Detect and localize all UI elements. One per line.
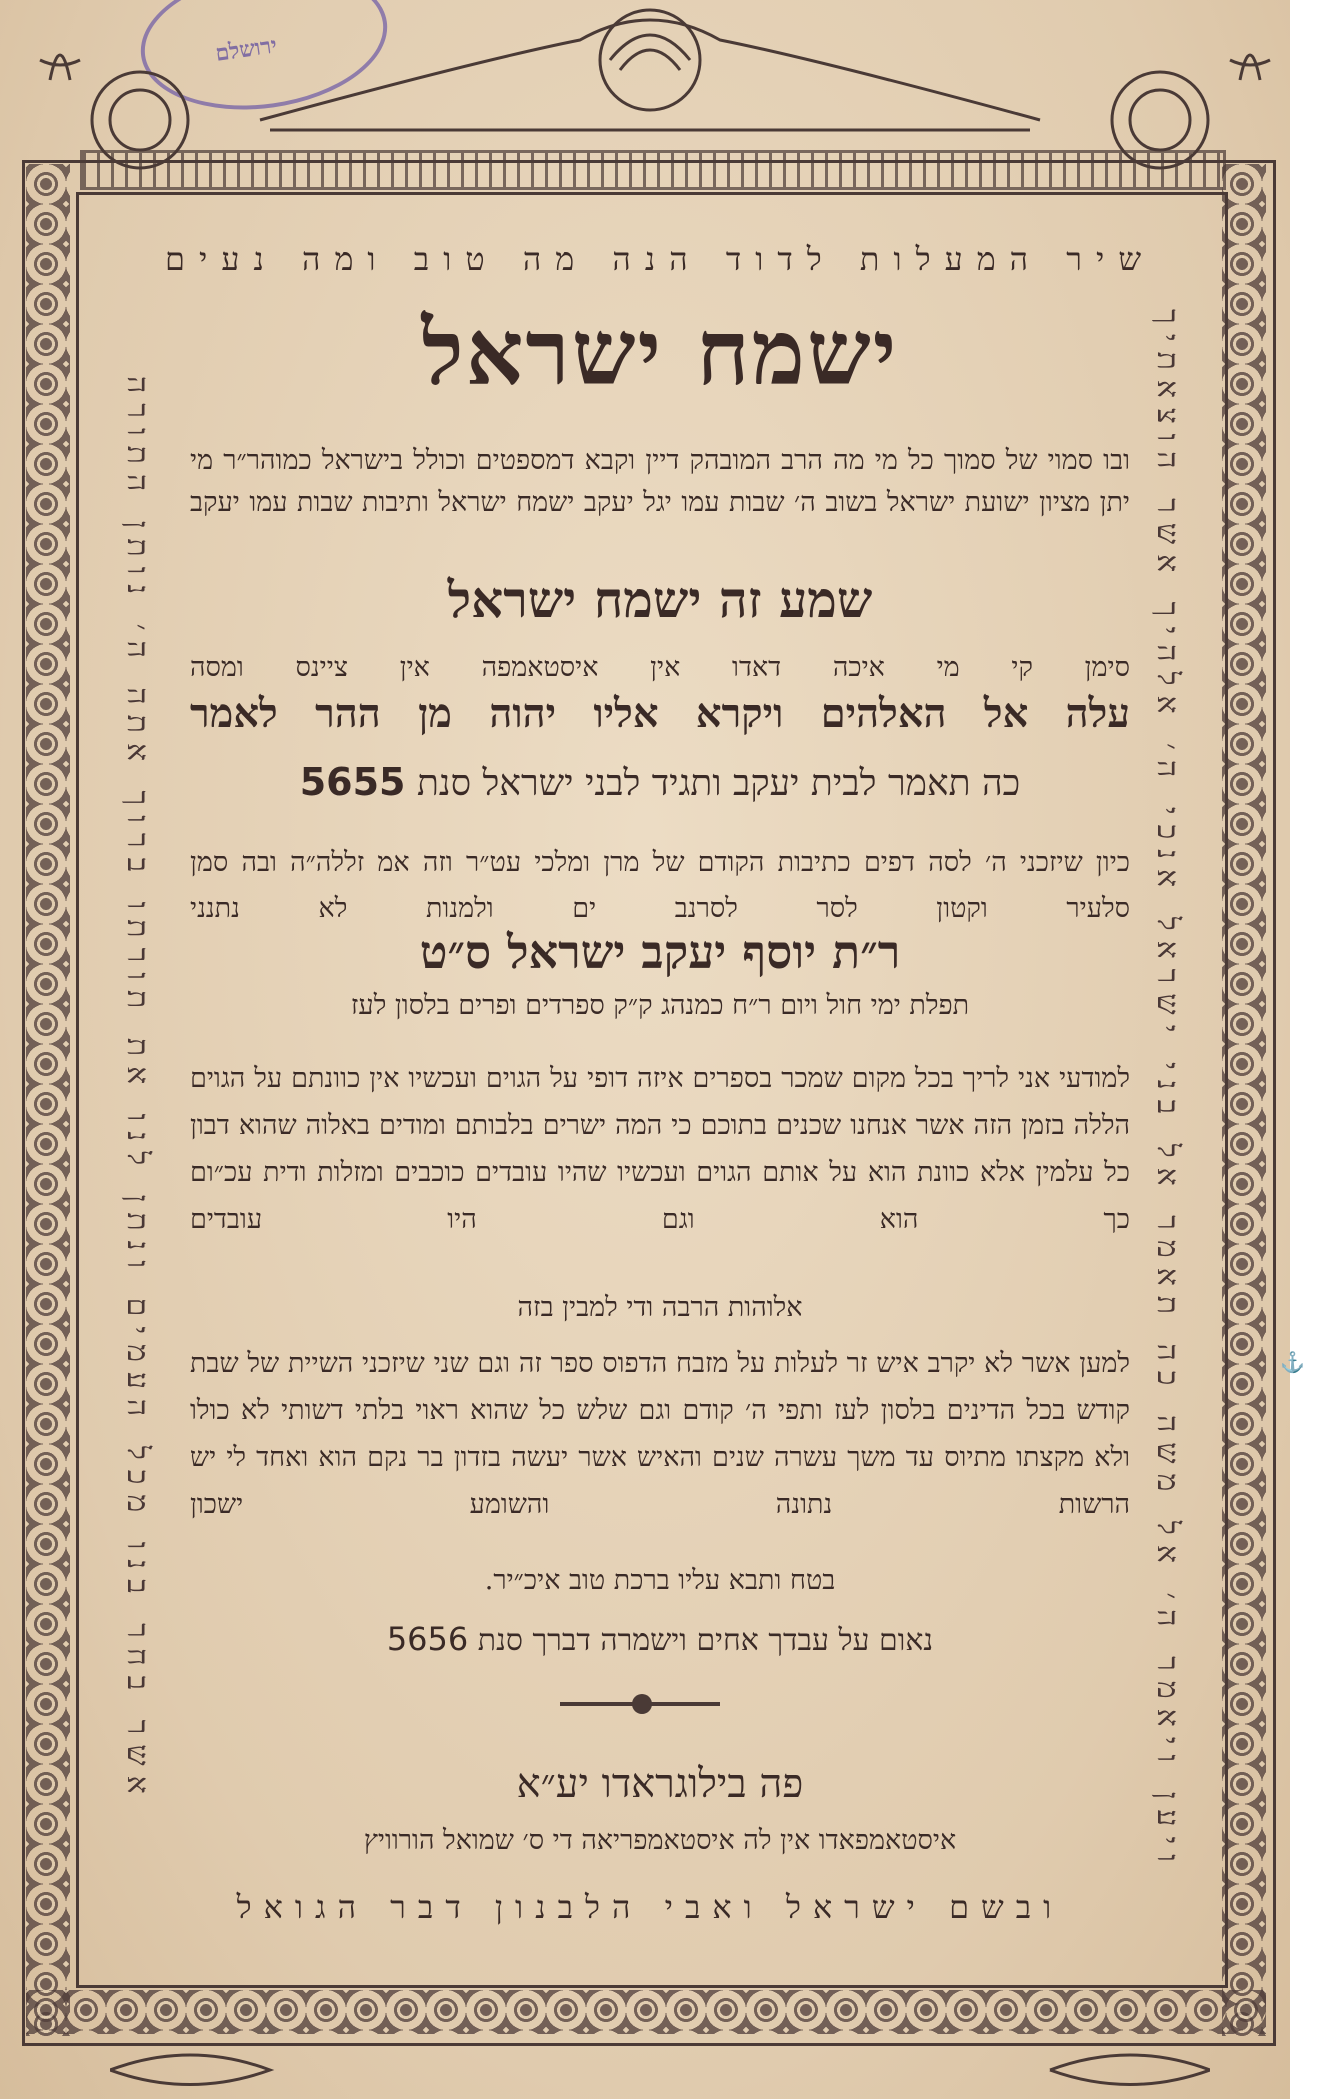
disclaimer-last-line: אלוהות הרבה ודי למבין בזה bbox=[517, 1292, 803, 1323]
shema-heading: שמע זה ישמח ישראל bbox=[447, 570, 873, 629]
greek-key-band bbox=[80, 150, 1226, 190]
printer-line: איסטאמפאדו אין לה איסטאמפריאה די ס׳ שמואל הורוויץ bbox=[363, 1825, 957, 1856]
prayer-line: תפלת ימי חול ויום ר״ח כמנהג ק״ק ספרדים ופרים בלסון לעז bbox=[350, 990, 970, 1021]
year-number: 5655 bbox=[299, 760, 406, 804]
press-location: פה בילוגראדו יע״א bbox=[516, 1761, 804, 1807]
signature-year: 5656 bbox=[386, 1620, 469, 1658]
subtitle-paragraph bbox=[190, 645, 1130, 737]
copyright-paragraph: למען אשר לא יקרב איש זר לעלות על מזבח הדפוס ספר זה וגם שני שיזכני השיית של שבת קודש בכל הדינים בלסון לעז ותפי ה׳ קודם וגם שלש כל שהוא ראוי בלתי דשותי לא כולו ולא מקצתו מתיוס עד משך עשרה שנים והאיש אשר יעשה בזדון בר נקם הוא ואחד לי יש הרשות נתונה והשומע ישכון bbox=[190, 1348, 1130, 1520]
signature-line bbox=[190, 1620, 1130, 1658]
bottom-ornament bbox=[110, 2040, 1210, 2099]
copyright-last-line: בטח ותבא עליו ברכת טוב איכ״יר. bbox=[484, 1565, 836, 1596]
subtitle-line: סימן קי מי איכה דאדו אין איסטאמפה אין ציינס ומסה bbox=[190, 652, 1130, 683]
left-margin-text: אשר בחר בנו מכל העמים ונתן לנו את תורתו ברוך אתה ה׳ נותן התורה bbox=[120, 376, 155, 1804]
author-line: ר״ת יוסף יעקב ישראל ס״ט bbox=[419, 925, 901, 979]
right-margin-text: ויען ויאמר ה׳ אל משה כה תאמר אל בני ישראל אנכי ה׳ אלהיך אשר הוצאתיך bbox=[1150, 308, 1185, 1872]
stamp-text: ירושלם bbox=[213, 32, 279, 67]
introduction-paragraph: כיון שיזכני ה׳ לסה דפים כתיבות הקודם של מרן ומלכי עט״ר וזה אמ זללה״ה ובה סמן סלעיר וקטון לסר לסרנב ים ולמנות לא נתנני bbox=[190, 847, 1130, 924]
signature-text: נאום על עבדך אחים וישמרה דברך סנת bbox=[477, 1623, 934, 1658]
intro-paragraph: ובו סמוי של סמוך כל מי מה הרב המובהק דיין וקבא דמספטים וכולל בישראל כמוהר״ר מי יתן מציון ישועת ישראל בשוב ה׳ שבות עמו יגל יעקב ישמח ישראל ותיבות שבות עמו יעקב bbox=[190, 445, 1130, 518]
subtitle-verse: עלה אל האלהים ויקרא אליו יהוה מן ההר לאמר bbox=[190, 690, 1130, 737]
header-line: שיר המעלות לדוד הנה מה טוב ומה נעים bbox=[164, 240, 1156, 278]
year-text: כה תאמר לבית יעקב ותגיד לבני ישראל סנת bbox=[416, 763, 1021, 804]
anchor-icon: ⚓ bbox=[1280, 1350, 1305, 1374]
footer-line: ובשם ישראל ואבי הלבנון דבר הגואל bbox=[236, 1888, 1064, 1926]
divider-dot bbox=[632, 1694, 652, 1714]
disclaimer-paragraph: למודעי אני לריך בכל מקום שמכר בספרים איזה דופי על הגוים ועכשיו אין כוונתם על הגוים הללה בזמן הזה אשר אנחנו שכנים בתוכם כי המה ישרים בלבותם ומודים באלוה שהוא דבון כל עלמין אלא כוונת הוא על אותם הגוים ועכשיו שהיו עובדים כוכבים ומזלות ודית עכ״ום כך הוא וגם היו עובדים bbox=[190, 1063, 1130, 1235]
year-line bbox=[190, 760, 1130, 804]
page-title: ישמח ישראל bbox=[421, 300, 899, 406]
